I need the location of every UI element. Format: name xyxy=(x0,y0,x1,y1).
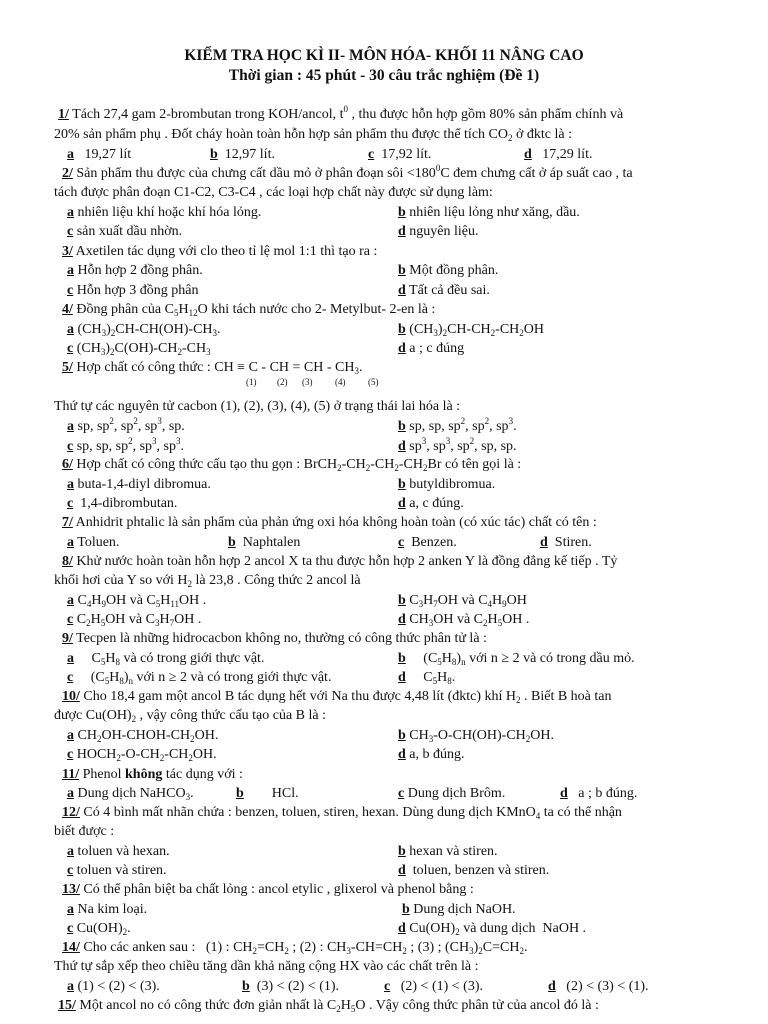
q10-option-a[interactable]: a $CH_2OH-CHOH-CH_2OH$. xyxy=(67,728,219,744)
q3-option-b[interactable]: b Một đồng phân. xyxy=(398,263,499,278)
question-10-stem: 10/ Cho 18,4 gam một ancol B tác dụng hết với Na thu được 4,48 lít (đktc) khí $H_2$ . Biết B hoà tan xyxy=(62,689,612,705)
question-1-stem-2: 20% sản phẩm phụ . Đốt cháy hoàn toàn hỗn hợp sản phẩm thu được thể tích $CO_2$ ở đktc là : xyxy=(54,127,572,143)
q14-option-d[interactable]: d (2) < (3) < (1). xyxy=(548,979,649,994)
q8-option-c[interactable]: c $C_2H_5OH$ và $C_3H_7OH$ . xyxy=(67,612,202,628)
q11-option-d[interactable]: d a ; b đúng. xyxy=(560,786,638,801)
question-14-stem-2: Thứ tự sắp xếp theo chiều tăng dần khả năng cộng HX vào các chất trên là : xyxy=(54,959,479,974)
exam-title: KIỂM TRA HỌC KÌ II- MÔN HÓA- KHỐI 11 NÂNG CAO xyxy=(184,47,584,64)
q9-option-d[interactable]: d $C_5H_8$. xyxy=(398,670,456,686)
question-1-stem: 1/ Tách 27,4 gam 2-brombutan trong KOH/ancol, $t^0$ , thu được hỗn hợp gồm 80% sản phẩm chính và xyxy=(58,104,624,122)
q14-option-c[interactable]: c (2) < (1) < (3). xyxy=(384,979,483,994)
question-15-stem: 15/ Một ancol no có công thức đơn giản nhất là $C_2H_5O$ . Vậy công thức phân tử của ancol đó là : xyxy=(58,998,599,1014)
q8-option-a[interactable]: a $C_4H_9OH$ và $C_5H_{11}OH$ . xyxy=(67,593,207,609)
q1-option-d[interactable]: d 17,29 lít. xyxy=(524,147,593,162)
q4-option-c[interactable]: c $(CH_3)_2C(OH)-CH_2-CH_3$ xyxy=(67,341,211,357)
q3-option-c[interactable]: c Hỗn hợp 3 đồng phân xyxy=(67,283,199,298)
q8-option-b[interactable]: b $C_3H_7OH$ và $C_4H_9OH$ xyxy=(398,593,527,609)
question-12-stem: 12/ Có 4 bình mất nhãn chứa : benzen, toluen, stiren, hexan. Dùng dung dịch KMnO$_4$ ta có thể nhận xyxy=(62,805,622,821)
question-3-stem: 3/ Axetilen tác dụng với clo theo tỉ lệ mol 1:1 thì tạo ra : xyxy=(62,244,378,259)
carbon-label-4: (4) xyxy=(335,377,346,387)
q9-option-b[interactable]: b $(C_5H_8)_n$ với n ≥ 2 và có trong dầu mỏ. xyxy=(398,651,635,667)
q9-option-a[interactable]: a $C_5H_8$ và có trong giới thực vật. xyxy=(67,651,265,667)
q5-option-c[interactable]: c sp, sp, $sp^2$, $sp^3$, $sp^3$. xyxy=(67,436,184,454)
q10-option-d[interactable]: d a, b đúng. xyxy=(398,747,465,762)
q12-option-d[interactable]: d toluen, benzen và stiren. xyxy=(398,863,550,878)
q1-option-b[interactable]: b 12,97 lít. xyxy=(210,147,275,162)
question-5-stem-2: Thứ tự các nguyên tử cacbon (1), (2), (3), (4), (5) ở trạng thái lai hóa là : xyxy=(54,399,461,414)
question-9-stem: 9/ Tecpen là những hidrocacbon không no, thường có công thức phân tử là : xyxy=(62,631,487,646)
q6-option-d[interactable]: d a, c đúng. xyxy=(398,496,464,511)
carbon-label-1: (1) xyxy=(246,377,257,387)
q13-option-c[interactable]: c $Cu(OH)_2$. xyxy=(67,921,131,937)
q2-option-b[interactable]: b nhiên liệu lỏng như xăng, dầu. xyxy=(398,205,580,220)
q14-option-a[interactable]: a (1) < (2) < (3). xyxy=(67,979,160,994)
q5-option-b[interactable]: b sp, sp, $sp^2$, $sp^2$, $sp^3$. xyxy=(398,416,517,434)
q8-option-d[interactable]: d $CH_3OH$ và $C_2H_5OH$ . xyxy=(398,612,530,628)
carbon-label-5: (5) xyxy=(368,377,379,387)
q10-option-b[interactable]: b $CH_3-O-CH(OH)-CH_2OH$. xyxy=(398,728,555,744)
q11-option-a[interactable]: a Dung dịch NaHCO$_3$. xyxy=(67,786,194,802)
question-2-stem: 2/ Sản phẩm thu được của chưng cất dầu mỏ ở phân đoạn sôi $<180^0C$ đem chưng cất ở áp suất cao , ta xyxy=(62,163,633,181)
q4-option-d[interactable]: d a ; c đúng xyxy=(398,341,465,356)
question-5-stem: 5/ Hợp chất có công thức : CH ≡ C - CH = CH - $CH_3$. xyxy=(62,360,363,376)
q12-option-c[interactable]: c toluen và stiren. xyxy=(67,863,167,878)
q12-option-a[interactable]: a toluen và hexan. xyxy=(67,844,170,859)
question-6-stem: 6/ Hợp chất có công thức cấu tạo thu gọn : $BrCH_2-CH_2-CH_2-CH_2Br$ có tên gọi là : xyxy=(62,457,522,473)
carbon-label-3: (3) xyxy=(302,377,313,387)
q5-option-a[interactable]: a sp, $sp^2$, $sp^2$, $sp^3$, sp. xyxy=(67,416,185,434)
question-13-stem: 13/ Có thể phân biệt ba chất lỏng : ancol etylic , glixerol và phenol bằng : xyxy=(62,882,474,897)
question-number: 1/ xyxy=(58,107,69,122)
question-4-stem: 4/ Đồng phân của $C_5H_{12}O$ khi tách nước cho 2- Metylbut- 2-en là : xyxy=(62,302,436,318)
question-11-stem: 11/ Phenol không tác dụng với : xyxy=(62,767,243,782)
q10-option-c[interactable]: c $HOCH_2-O-CH_2-CH_2OH$. xyxy=(67,747,217,763)
q14-option-b[interactable]: b (3) < (2) < (1). xyxy=(242,979,340,994)
q12-option-b[interactable]: b hexan và stiren. xyxy=(398,844,498,859)
q11-option-b[interactable]: b HCl. xyxy=(236,786,299,801)
q7-option-b[interactable]: b Naphtalen xyxy=(228,535,301,550)
q3-option-d[interactable]: d Tất cả đều sai. xyxy=(398,283,490,298)
q1-option-a[interactable]: a 19,27 lít xyxy=(67,147,132,162)
q13-option-d[interactable]: d $Cu(OH)_2$ và dung dịch NaOH . xyxy=(398,921,587,937)
q6-option-a[interactable]: a buta-1,4-diyl dibromua. xyxy=(67,477,211,492)
q13-option-b[interactable]: b Dung dịch NaOH. xyxy=(402,902,516,917)
q9-option-c[interactable]: c $(C_5H_8)_n$ với n ≥ 2 và có trong giới thực vật. xyxy=(67,670,332,686)
q6-option-b[interactable]: b butyldibromua. xyxy=(398,477,496,492)
q1-option-c[interactable]: c 17,92 lít. xyxy=(368,147,432,162)
q13-option-a[interactable]: a Na kim loại. xyxy=(67,902,148,917)
q7-option-d[interactable]: d Stiren. xyxy=(540,535,592,550)
q2-option-d[interactable]: d nguyên liệu. xyxy=(398,224,479,239)
carbon-label-2: (2) xyxy=(277,377,288,387)
q5-option-d[interactable]: d $sp^3$, $sp^3$, $sp^2$, sp, sp. xyxy=(398,436,517,454)
q3-option-a[interactable]: a Hỗn hợp 2 đồng phân. xyxy=(67,263,203,278)
q2-option-a[interactable]: a nhiên liệu khí hoặc khí hóa lỏng. xyxy=(67,205,262,220)
exam-subtitle: Thời gian : 45 phút - 30 câu trắc nghiệm (Đề 1) xyxy=(228,67,540,84)
q4-option-b[interactable]: b $(CH_3)_2CH-CH_2-CH_2OH$ xyxy=(398,322,545,338)
question-8-stem: 8/ Khử nước hoàn toàn hỗn hợp 2 ancol X ta thu được hỗn hợp 2 anken Y là đồng đẳng kế tiếp . Tỷ xyxy=(62,554,618,569)
question-7-stem: 7/ Anhidrit phtalic là sản phẩm của phản ứng oxi hóa không hoàn toàn (có xúc tác) chất có tên : xyxy=(62,515,597,530)
q6-option-c[interactable]: c 1,4-dibrombutan. xyxy=(67,496,178,511)
question-2-stem-2: tách được phân đoạn C1-C2, C3-C4 , các loại hợp chất này được sử dụng làm: xyxy=(54,185,493,200)
q7-option-c[interactable]: c Benzen. xyxy=(398,535,457,550)
question-14-stem: 14/ Cho các anken sau : (1) : $CH_2=CH_2$ ; (2) : $CH_3-CH=CH_2$ ; (3) ; $(CH_3)_2C=CH_2$. xyxy=(62,940,528,956)
q2-option-c[interactable]: c sản xuất dầu nhờn. xyxy=(67,224,183,239)
q7-option-a[interactable]: a Toluen. xyxy=(67,535,120,550)
question-12-stem-2: biết được : xyxy=(54,824,115,839)
q11-option-c[interactable]: c Dung dịch Brôm. xyxy=(398,786,506,801)
question-10-stem-2: được $Cu(OH)_2$ , vậy công thức cấu tạo của B là : xyxy=(54,708,327,724)
question-8-stem-2: khối hơi của Y so với $H_2$ là 23,8 . Công thức 2 ancol là xyxy=(54,573,361,589)
q4-option-a[interactable]: a $(CH_3)_2CH-CH(OH)-CH_3$. xyxy=(67,322,221,338)
